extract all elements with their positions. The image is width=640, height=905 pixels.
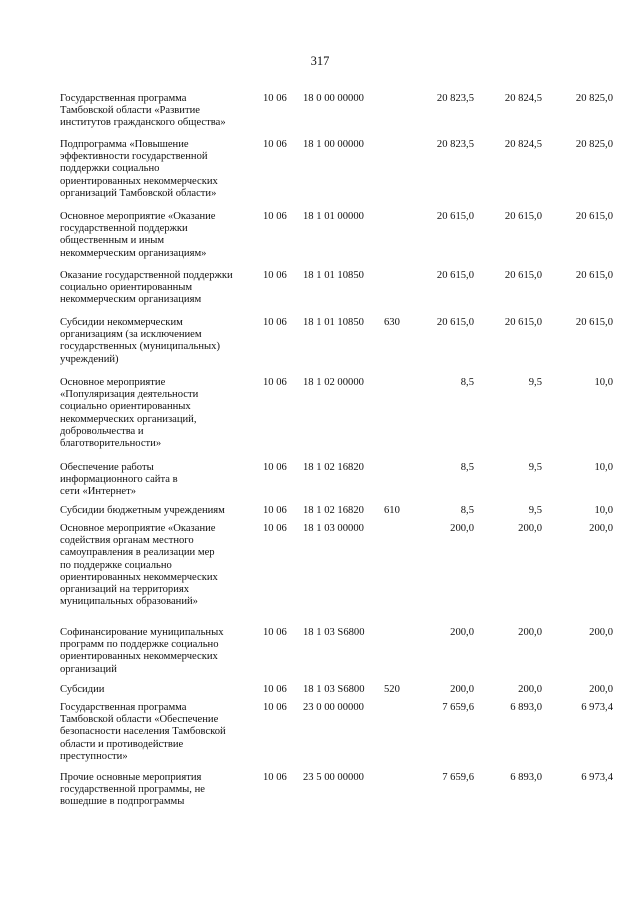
row-name-line: добровольчества и [60,425,144,437]
row-value-2: 200,0 [518,627,542,638]
row-name [60,684,258,696]
row-value-3: 200,0 [589,684,613,695]
row-name-line: преступности» [60,750,128,762]
row-value-1: 8,5 [460,462,474,473]
row-name-line: организациям (за исключением [60,329,202,341]
row-value-3: 200,0 [589,523,613,534]
row-name-line: ориентированных некоммерческих [60,571,218,583]
row-name-line: муниципальных образований» [60,596,198,608]
row-name-line: Тамбовской области «Развитие [60,105,200,117]
row-name-line: Подпрограмма «Повышение [60,139,189,150]
row-value-2: 9,5 [528,505,542,516]
row-name [60,270,258,307]
row-section: 10 06 [263,523,287,534]
row-name-line: безопасности населения Тамбовской [60,726,226,738]
row-name-line: Софинансирование муниципальных [60,627,224,638]
row-section: 10 06 [263,462,287,473]
row-name-line: некоммерческим организациям [60,294,202,306]
row-value-3: 10,0 [594,377,613,388]
row-value-2: 200,0 [518,684,542,695]
row-section: 10 06 [263,93,287,104]
row-value-2: 20 824,5 [504,139,542,150]
row-name-line: поддержки социально [60,163,160,175]
row-section: 10 06 [263,772,287,783]
row-name [60,523,258,608]
row-type: 520 [384,684,400,695]
row-name-line: учреждений) [60,353,119,365]
row-value-3: 10,0 [594,505,613,516]
row-name-line: некоммерческих организаций, [60,413,197,425]
row-name-line: Основное мероприятие «Оказание [60,211,216,222]
row-section: 10 06 [263,211,287,222]
row-value-2: 9,5 [528,377,542,388]
row-value-2: 9,5 [528,462,542,473]
row-name [60,462,258,499]
row-value-1: 20 823,5 [436,139,474,150]
row-value-3: 20 825,0 [575,93,613,104]
row-value-3: 20 615,0 [575,270,613,281]
row-type: 610 [384,505,400,516]
row-name-line: эффективности государственной [60,151,208,163]
row-code: 23 0 00 00000 [303,702,364,713]
row-name-line: Оказание государственной поддержки [60,270,233,281]
row-value-2: 6 893,0 [510,702,542,713]
row-name-line: ориентированных некоммерческих [60,175,218,187]
row-name-line: организаций Тамбовской области» [60,187,217,199]
row-code: 18 1 03 S6800 [303,627,365,638]
row-code: 18 0 00 00000 [303,93,364,104]
row-name-line: некоммерческим организациям» [60,247,207,259]
row-name [60,505,258,517]
row-code: 18 1 00 00000 [303,139,364,150]
row-name-line: организаций [60,663,117,675]
row-value-1: 7 659,6 [442,702,474,713]
row-section: 10 06 [263,684,287,695]
row-value-3: 6 973,4 [581,772,613,783]
row-section: 10 06 [263,270,287,281]
row-value-3: 200,0 [589,627,613,638]
row-name [60,139,258,200]
row-value-1: 8,5 [460,505,474,516]
row-name-line: благотворительности» [60,438,162,450]
row-name-line: социально ориентированных [60,401,191,413]
row-value-3: 20 615,0 [575,211,613,222]
row-section: 10 06 [263,505,287,516]
row-value-1: 200,0 [450,627,474,638]
row-code: 18 1 03 S6800 [303,684,365,695]
row-name-line: Субсидии [60,684,105,695]
row-value-1: 20 823,5 [436,93,474,104]
row-name-line: Субсидии бюджетным учреждениям [60,505,225,516]
row-name [60,211,258,260]
row-name-line: государственной поддержки [60,223,188,235]
row-name-line: области и противодействие [60,738,184,750]
row-value-3: 20 615,0 [575,317,613,328]
row-value-2: 200,0 [518,523,542,534]
row-section: 10 06 [263,702,287,713]
row-name-line: социально ориентированным [60,282,193,294]
row-value-1: 8,5 [460,377,474,388]
row-name-line: «Популяризация деятельности [60,389,199,401]
row-value-2: 20 615,0 [504,270,542,281]
row-value-1: 20 615,0 [436,270,474,281]
row-value-1: 200,0 [450,523,474,534]
row-value-1: 7 659,6 [442,772,474,783]
row-code: 18 1 02 16820 [303,505,364,516]
row-code: 18 1 01 10850 [303,270,364,281]
row-name [60,772,258,809]
row-value-2: 20 824,5 [504,93,542,104]
row-code: 23 5 00 00000 [303,772,364,783]
row-value-3: 20 825,0 [575,139,613,150]
row-code: 18 1 02 00000 [303,377,364,388]
row-name-line: государственной программы, не [60,784,205,796]
row-name [60,377,258,450]
row-section: 10 06 [263,627,287,638]
row-code: 18 1 03 00000 [303,523,364,534]
row-name-line: Государственная программа [60,702,187,713]
row-value-1: 20 615,0 [436,211,474,222]
row-value-2: 20 615,0 [504,317,542,328]
row-section: 10 06 [263,377,287,388]
row-type: 630 [384,317,400,328]
row-name-line: сети «Интернет» [60,486,137,498]
row-name-line: организаций на территориях [60,584,190,596]
row-value-1: 20 615,0 [436,317,474,328]
row-name-line: самоуправления в реализации мер [60,547,215,559]
row-code: 18 1 01 00000 [303,211,364,222]
row-value-3: 6 973,4 [581,702,613,713]
row-name [60,627,258,676]
row-name-line: Обеспечение работы [60,462,154,473]
row-section: 10 06 [263,317,287,328]
row-name-line: Тамбовской области «Обеспечение [60,714,219,726]
row-name-line: Основное мероприятие «Оказание [60,523,216,534]
row-name-line: информационного сайта в [60,474,178,486]
row-name-line: Прочие основные мероприятия [60,772,202,783]
row-section: 10 06 [263,139,287,150]
row-name-line: содействия органам местного [60,535,194,547]
row-name-line: программ по поддержке социально [60,639,219,651]
row-value-2: 20 615,0 [504,211,542,222]
page-number: 317 [310,54,330,68]
row-name-line: государственных (муниципальных) [60,341,220,353]
row-name-line: Основное мероприятие [60,377,166,388]
row-name-line: Государственная программа [60,93,187,104]
row-value-2: 6 893,0 [510,772,542,783]
row-name-line: ориентированных некоммерческих [60,651,218,663]
row-name [60,317,258,366]
row-code: 18 1 02 16820 [303,462,364,473]
row-name-line: Субсидии некоммерческим [60,317,183,328]
row-name-line: по поддержке социально [60,559,172,571]
row-name-line: вошедшие в подпрограммы [60,796,185,808]
row-value-3: 10,0 [594,462,613,473]
row-name-line: общественным и иным [60,235,165,247]
row-value-1: 200,0 [450,684,474,695]
row-code: 18 1 01 10850 [303,317,364,328]
row-name [60,702,258,763]
row-name [60,93,258,130]
row-name-line: институтов гражданского общества» [60,117,226,129]
